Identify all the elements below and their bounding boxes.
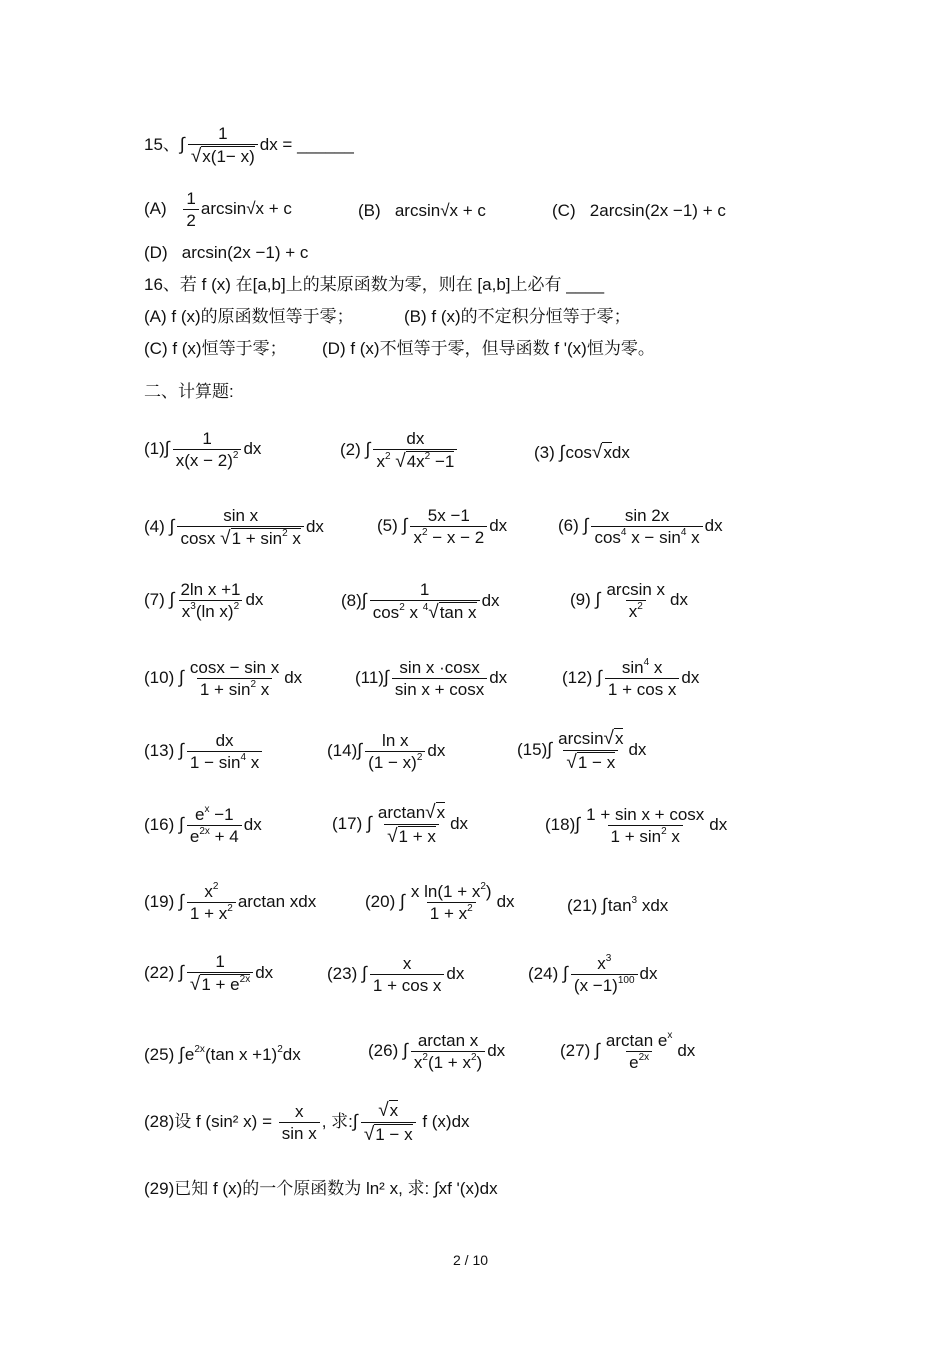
q16-option-c: (C) f (x)恒等于零； bbox=[144, 339, 287, 358]
q16-option-d: (D) f (x)不恒等于零，但导函数 f '(x)恒为零。 bbox=[322, 339, 655, 358]
q15-stem: 15、∫ $\frac{1}{√x(1- x)}$ dx = ______ bbox=[144, 124, 354, 167]
problem-15: (15)∫ $\frac{\arcsin√x}{√1 - x}$ dx bbox=[517, 728, 647, 773]
q15-option-b: (B) arcsin√x + c bbox=[358, 201, 486, 220]
q16-option-b: (B) f (x)的不定积分恒等于零； bbox=[404, 307, 631, 326]
problem-28: (28)设 f (sin² x) = $\frac{x}{\text{sin x}}$ , 求:∫ $\frac{√x}{√1 - x}$ f (x)dx bbox=[144, 1100, 470, 1145]
problem-3: (3) ∫cos√xdx bbox=[534, 442, 630, 463]
problem-2: (2) ∫ $\frac{dx}{x^2 √4x^2 -1}$ bbox=[340, 430, 459, 471]
problem-24: (24) ∫ $\frac{x^3}{(x -1)^{100}}$ dx bbox=[528, 953, 658, 995]
problem-28-prefix: 设 f (sin² x) = bbox=[174, 1111, 272, 1131]
problem-6: (6) ∫ $\frac{\sin 2x}{\cos^4 x - \sin^4 x}$ dx bbox=[558, 506, 723, 547]
problem-14: (14)∫ $\frac{\text{ln x}}{(1 - x)^2}$ dx bbox=[327, 731, 446, 772]
problem-20: (20) ∫ $\frac{x \ln(1 + x^2)}{1 + x^2}$ dx bbox=[365, 881, 515, 923]
problem-25: (25) $\int e^{2x}(\tan$ x +1)$^2$dx bbox=[144, 1044, 301, 1064]
problem-1: (1)∫ $\frac{1}{x(x - 2)^2}$ dx bbox=[144, 429, 262, 470]
problem-18: (18)∫ $\frac{\text{1 + sin x + cosx}}{1 + \sin^2 x}$ dx bbox=[545, 805, 728, 846]
problem-29-text: 已知 f (x)的一个原函数为 ln² x, 求: ∫xf '(x)dx bbox=[174, 1179, 498, 1198]
q16-option-a: (A) f (x)的原函数恒等于零； bbox=[144, 307, 354, 326]
q15-integrand: $\frac{1}{√x(1- x)}$ bbox=[188, 125, 258, 166]
problem-22: (22) ∫ $\frac{1}{√1 + e^{2x}}$ dx bbox=[144, 952, 274, 995]
q15-option-a-tail: arcsin√x + c bbox=[200, 198, 292, 218]
q15-option-a: (A) $\frac{1}{2}$ arcsin√x + c bbox=[144, 189, 292, 230]
problem-8: (8)∫ $\frac{1}{\cos^2 x ^4√\tan x}$ dx bbox=[341, 580, 500, 623]
problem-13: (13) ∫ $\frac{dx}{1 - \sin^4 x}$ bbox=[144, 732, 264, 771]
problem-27: (27) ∫ $\frac{\arctan e^x}{e^{2x}}$ dx bbox=[560, 1030, 696, 1072]
q15-option-c: (C) 2arcsin(2x −1) + c bbox=[552, 201, 726, 220]
q15-stem-tail: dx = ______ bbox=[259, 134, 354, 154]
problem-21: (21) $\int\tan^3$ xdx bbox=[567, 895, 669, 915]
q15-number: 15、 bbox=[144, 134, 180, 154]
q15-option-d: (D) arcsin(2x −1) + c bbox=[144, 243, 309, 262]
problem-26: (26) ∫ $\frac{\text{arctan x}}{x^2(1 + x^2)}$ dx bbox=[368, 1031, 506, 1072]
page-number: 2 / 10 bbox=[453, 1252, 489, 1268]
q16-stem: 16、若 f (x) 在[a,b]上的某原函数为零，则在 [a,b]上必有 ____ bbox=[144, 275, 605, 294]
problem-28-mid: , 求: bbox=[321, 1111, 353, 1131]
problem-17: (17) ∫ $\frac{\arctan√x}{√1 + x}$ dx bbox=[332, 802, 469, 847]
problem-4: (4) ∫ $\frac{\text{sin x}}{\cos x √1 + \sin^2 x}$ dx bbox=[144, 506, 324, 549]
problem-10: (10) ∫ $\frac{\text{cosx − sin x}}{1 + \sin^2 x}$ dx bbox=[144, 658, 303, 699]
problem-12: (12) ∫ $\frac{\sin^4 x}{\text{1 + cos x}}$ dx bbox=[562, 657, 700, 699]
q15-option-b-tail: arcsin√x + c bbox=[394, 201, 486, 220]
q15-option-c-tail: 2arcsin(2x −1) + c bbox=[589, 201, 726, 220]
problem-19: (19) ∫ $\frac{x^2}{1 + x^2}$ arctan xdx bbox=[144, 881, 317, 923]
problem-5: (5) ∫ $\frac{5x -1}{x^2 - x - 2}$ dx bbox=[377, 506, 508, 547]
problem-11: (11)∫ $\frac{\text{sin x ·cosx}}{\text{sin x + cosx}}$ dx bbox=[355, 658, 508, 699]
problem-7: (7) ∫ $\frac{\text{2ln x +1}}{x^3(\ln x)^2}$ dx bbox=[144, 580, 264, 621]
problem-29: (29)已知 f (x)的一个原函数为 ln² x, 求: ∫xf '(x)dx bbox=[144, 1179, 498, 1198]
problem-28-tail: f (x)dx bbox=[422, 1111, 470, 1131]
q15-option-d-tail: arcsin(2x −1) + c bbox=[181, 243, 309, 262]
problem-23: (23) ∫ $\frac{x}{\text{1 + cos x}}$ dx bbox=[327, 954, 465, 995]
section-title: 二、计算题: bbox=[144, 382, 234, 401]
problem-9: (9) ∫ $\frac{\text{arcsin x}}{x^2}$ dx bbox=[570, 580, 688, 621]
problem-16: (16) ∫ $\frac{e^x -1}{e^{2x} + 4}$ dx bbox=[144, 804, 262, 846]
